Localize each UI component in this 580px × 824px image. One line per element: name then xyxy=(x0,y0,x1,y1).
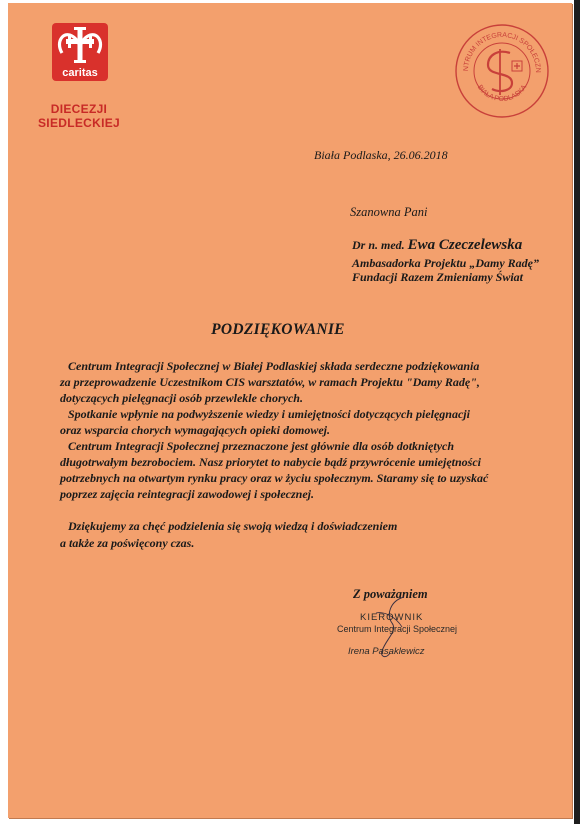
scan-edge xyxy=(574,0,580,824)
caritas-heart-cross-icon xyxy=(52,23,108,81)
signature-name: Irena Pasaklewicz xyxy=(348,646,425,657)
logo-diocese-line2: SIEDLECKIEJ xyxy=(38,116,120,130)
letter-closing: Z poważaniem xyxy=(353,587,428,601)
logo-diocese-line1: DIECEZJI xyxy=(50,102,108,116)
caritas-logo xyxy=(38,22,120,132)
recipient-line: Ambasadorka Projektu „Damy Radę” xyxy=(352,256,540,270)
letter-page xyxy=(8,3,572,818)
letter-title: PODZIĘKOWANIE xyxy=(211,321,345,338)
recipient-line: Fundacji Razem Zmieniamy Świat xyxy=(352,270,524,284)
recipient-name: Ewa Czeczelewska xyxy=(407,237,523,253)
body-line: Centrum Integracji Społecznej przeznaczone jest głównie dla osób dotkniętych xyxy=(68,439,455,453)
svg-text:caritas: caritas xyxy=(62,67,98,79)
body-line: poprzez zajęcia reintegracji zawodowej i społecznej. xyxy=(60,487,314,501)
body-line: Dziękujemy za chęć podzielenia się swoją wiedzą i doświadczeniem xyxy=(68,519,398,533)
body-line: dotyczących pielęgnacji osób przewlekle chorych. xyxy=(60,391,303,405)
stamp-text-top: NTRUM INTEGRACJI SPOŁECZN xyxy=(462,31,542,73)
cis-round-stamp xyxy=(454,23,550,119)
stamp-text-bottom: BIAŁA PODLASKA xyxy=(475,83,529,104)
letter-greeting: Szanowna Pani xyxy=(350,205,428,219)
body-line: a także za poświęcony czas. xyxy=(60,536,195,550)
body-line: oraz wsparcia chorych wymagających opieki domowej. xyxy=(60,423,330,437)
body-line: Centrum Integracji Społecznej w Białej Podlaskiej składa serdeczne podziękowania xyxy=(68,359,480,373)
signature-role: KIEROWNIK xyxy=(360,612,424,623)
letter-date: Biała Podlaska, 26.06.2018 xyxy=(314,148,448,162)
signature-organization: Centrum Integracji Społecznej xyxy=(337,624,458,634)
body-line: Spotkanie wpłynie na podwyższenie wiedzy i umiejętności dotyczących pielęgnacji xyxy=(68,407,470,421)
recipient-title: Dr n. med. xyxy=(352,238,405,252)
body-line: za przeprowadzenie Uczestnikom CIS warsztatów, w ramach Projektu "Damy Radę", xyxy=(60,375,480,389)
body-line: długotrwałym bezrobociem. Nasz priorytet to nabycie bądź przywrócenie umiejętności xyxy=(60,455,481,469)
body-line: potrzebnych na otwartym rynku pracy oraz w życiu społecznym. Staramy się to uzyskać xyxy=(60,471,489,485)
recipient-heading xyxy=(352,237,522,254)
